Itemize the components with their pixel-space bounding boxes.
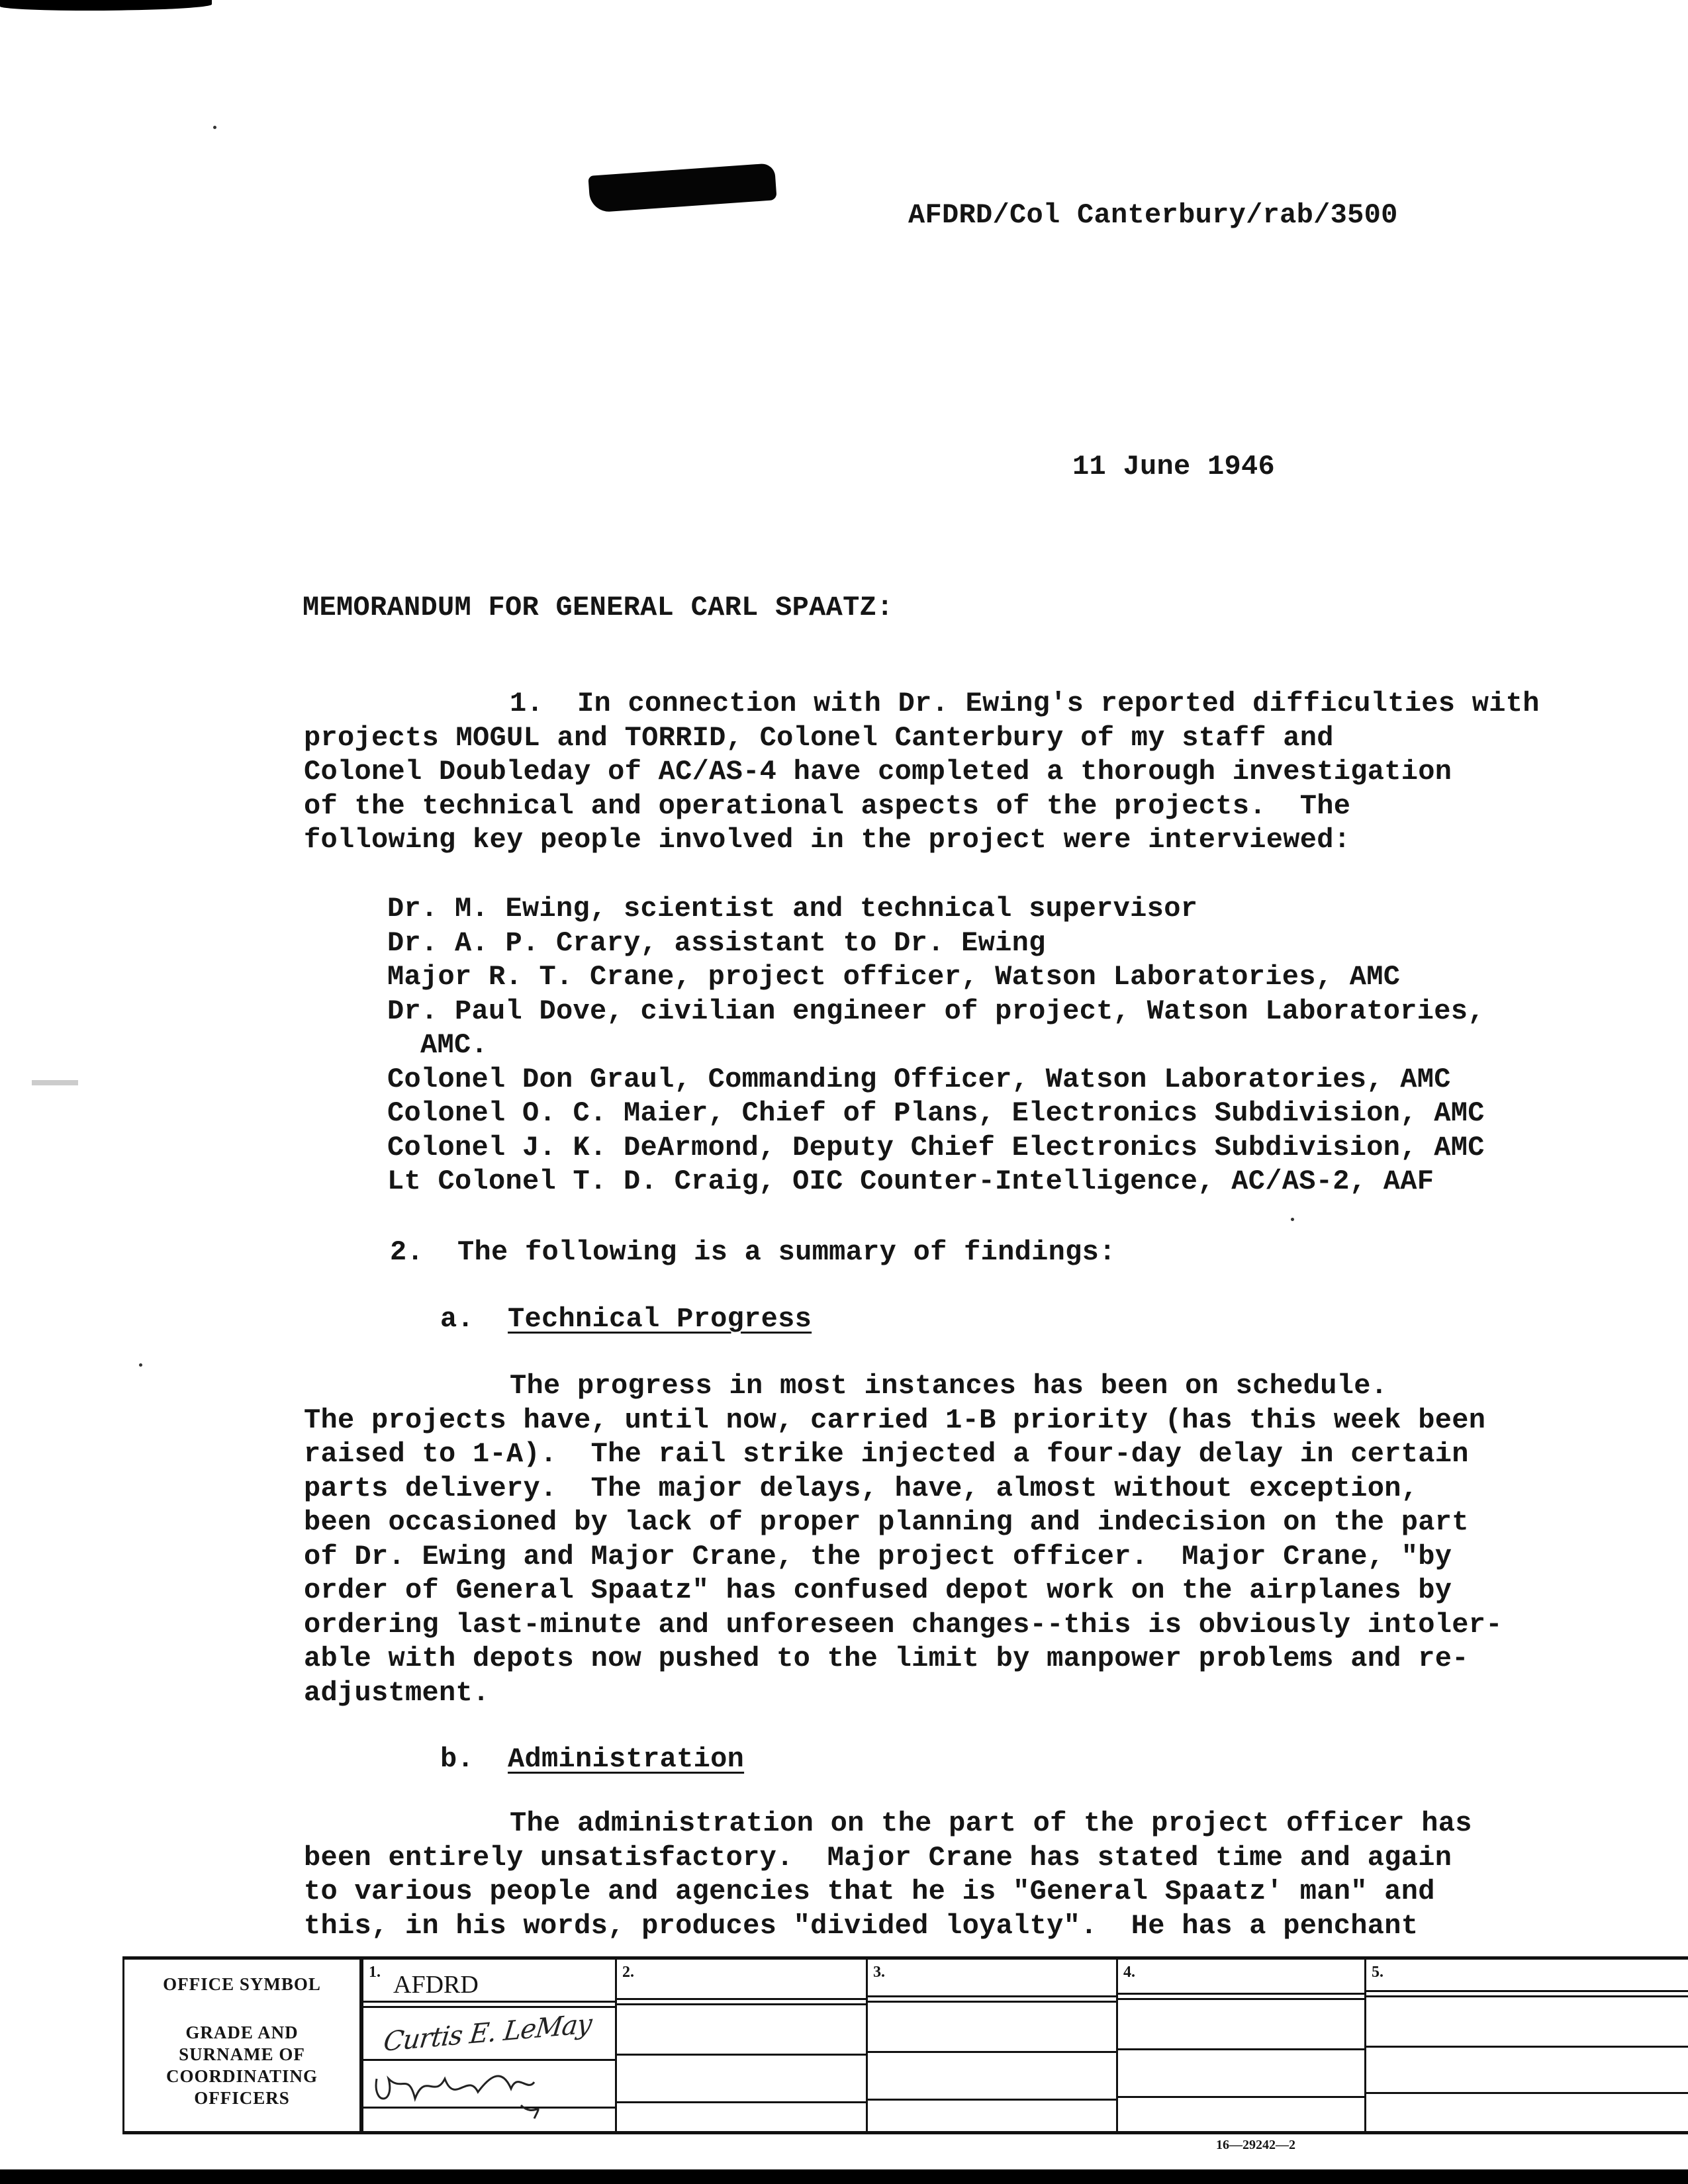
form-column-2 xyxy=(615,1960,868,2131)
label-line: SURNAME OF xyxy=(179,2044,305,2064)
section-b-text xyxy=(304,1807,1472,1943)
scan-border xyxy=(0,2169,1688,2184)
text-line: The projects have, until now, carried 1-B priority (has this week been xyxy=(304,1404,1486,1436)
text-line: been occasioned by lack of proper planning and indecision on the part xyxy=(304,1506,1469,1538)
label-line: COORDINATING xyxy=(165,2066,318,2086)
form-number: 16—29242—2 xyxy=(1216,2138,1295,2152)
text-line: parts delivery. The major delays, have, almost without exception, xyxy=(304,1472,1419,1504)
column-number: 5. xyxy=(1372,1964,1383,1981)
text-line: Colonel Doubleday of AC/AS-4 have completed a thorough investigation xyxy=(304,756,1452,788)
section-letter: a. xyxy=(440,1303,475,1335)
text-line: this, in his words, produces "divided loyalty". He has a penchant xyxy=(304,1909,1419,1942)
scan-artifact xyxy=(32,1080,78,1085)
section-a-heading xyxy=(440,1302,812,1337)
text-line: of the technical and operational aspects of the projects. The xyxy=(304,790,1351,822)
text-line: Dr. A. P. Crary, assistant to Dr. Ewing xyxy=(387,927,1046,959)
form-column-4 xyxy=(1116,1960,1366,2131)
text-line: Colonel Don Graul, Commanding Officer, Watson Laboratories, AMC xyxy=(387,1063,1451,1095)
grade-surname-label xyxy=(124,2022,359,2109)
scan-artifact xyxy=(0,0,212,11)
coordination-form xyxy=(122,1956,1688,2134)
paragraph-2: 2. The following is a summary of findings: xyxy=(390,1236,1116,1268)
text-line: The progress in most instances has been on schedule. xyxy=(510,1370,1388,1402)
column-number: 3. xyxy=(873,1964,885,1981)
text-line: AMC. xyxy=(420,1029,489,1061)
reference-line: AFDRD/Col Canterbury/rab/3500 xyxy=(908,199,1398,231)
memo-title: MEMORANDUM FOR GENERAL CARL SPAATZ: xyxy=(303,592,894,623)
text-line: able with depots now pushed to the limit by manpower problems and re- xyxy=(304,1643,1469,1674)
text-line: to various people and agencies that he is "General Spaatz' man" and xyxy=(304,1876,1435,1907)
text-line: ordering last-minute and unforeseen changes--this is obviously intoler- xyxy=(304,1608,1503,1641)
office-symbol-value: AFDRD xyxy=(393,1971,479,1999)
office-symbol-label: OFFICE SYMBOL xyxy=(163,1974,321,1994)
form-column-5 xyxy=(1364,1960,1688,2131)
column-number: 1. xyxy=(369,1964,381,1981)
text-line: projects MOGUL and TORRID, Colonel Canterbury of my staff and xyxy=(304,721,1334,754)
label-line: OFFICERS xyxy=(194,2088,290,2108)
text-line: been entirely unsatisfactory. Major Crane has stated time and again xyxy=(304,1841,1452,1874)
text-line: Colonel J. K. DeArmond, Deputy Chief Electronics Subdivision, AMC xyxy=(387,1131,1485,1163)
label-line: GRADE AND xyxy=(185,2023,299,2042)
text-line: order of General Spaatz" has confused depot work on the airplanes by xyxy=(304,1574,1452,1606)
form-column-3 xyxy=(866,1960,1118,2131)
text-line: Lt Colonel T. D. Craig, OIC Counter-Intelligence, AC/AS-2, AAF xyxy=(387,1165,1434,1197)
section-b-heading xyxy=(440,1743,744,1777)
text-line: following key people involved in the project were interviewed: xyxy=(304,824,1351,856)
section-letter: b. xyxy=(440,1743,475,1775)
scan-speck xyxy=(139,1363,142,1367)
text-line: raised to 1-A). The rail strike injected a four-day delay in certain xyxy=(304,1438,1469,1470)
scan-speck xyxy=(1291,1218,1294,1221)
section-a-text xyxy=(304,1369,1503,1710)
paragraph-1 xyxy=(304,687,1540,858)
signature-image xyxy=(369,2006,614,2125)
text-line: adjustment. xyxy=(304,1676,490,1709)
redaction-mark xyxy=(588,163,776,213)
text-line: 1. In connection with Dr. Ewing's reported difficulties with xyxy=(510,688,1540,719)
scan-speck xyxy=(213,126,216,129)
signature-1: Curtis E. LeMay xyxy=(381,2008,594,2058)
text-line: Major R. T. Crane, project officer, Watson Laboratories, AMC xyxy=(387,961,1401,993)
text-line: Colonel O. C. Maier, Chief of Plans, Electronics Subdivision, AMC xyxy=(387,1097,1485,1129)
text-line: Dr. M. Ewing, scientist and technical supervisor xyxy=(387,893,1198,925)
text-line: Dr. Paul Dove, civilian engineer of project, Watson Laboratories, xyxy=(387,995,1485,1027)
form-column-1 xyxy=(359,1960,615,2131)
column-number: 4. xyxy=(1123,1964,1135,1981)
memo-date: 11 June 1946 xyxy=(1072,451,1276,482)
section-title: Administration xyxy=(508,1743,745,1775)
text-line: The administration on the part of the project officer has xyxy=(510,1807,1472,1839)
section-title: Technical Progress xyxy=(508,1303,812,1335)
column-number: 2. xyxy=(622,1964,634,1981)
text-line: of Dr. Ewing and Major Crane, the project officer. Major Crane, "by xyxy=(304,1540,1452,1572)
interviewee-list xyxy=(387,892,1485,1199)
